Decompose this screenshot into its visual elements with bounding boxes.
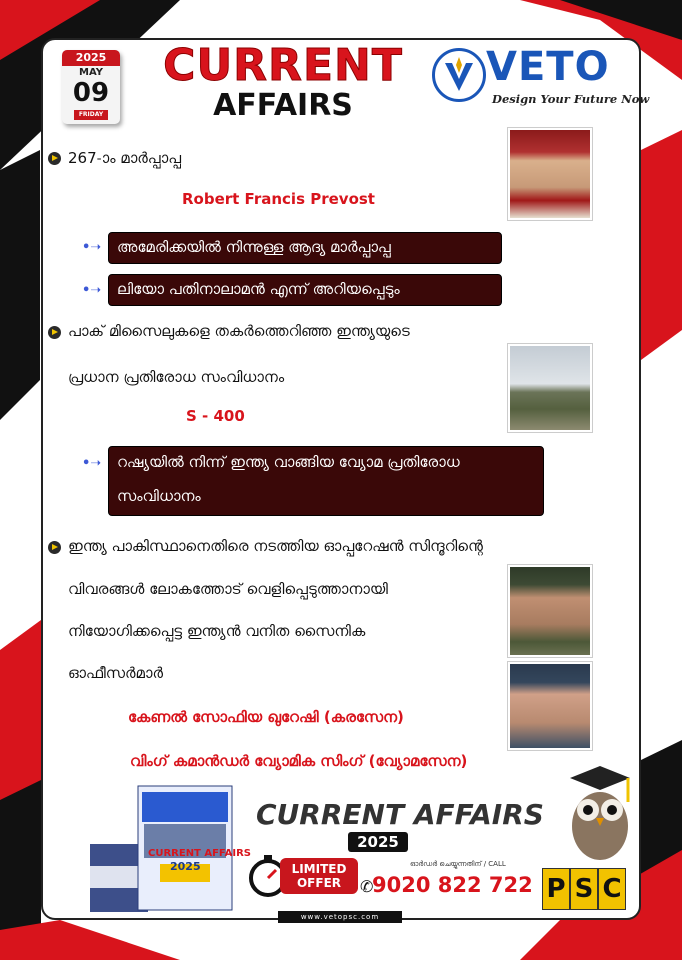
page-subtitle: AFFAIRS: [213, 88, 353, 123]
psc-letter: P: [542, 868, 570, 910]
question-3-line3: നിയോഗിക്കപ്പെട്ട ഇന്ത്യൻ വനിത സൈനിക: [68, 622, 366, 640]
veto-logo-icon: [432, 48, 486, 102]
book-year: 2025: [170, 860, 201, 873]
bullet-icon: [48, 326, 61, 339]
pope-photo: [508, 128, 592, 220]
psc-letter: C: [598, 868, 626, 910]
calendar-icon: [62, 50, 120, 124]
arrow-icon: •➝: [82, 283, 102, 298]
answer-3-officer-2: വിംഗ് കമാൻഡർ വ്യോമിക സിംഗ് (വ്യോമസേന): [130, 752, 468, 770]
brand-name: VETO: [486, 44, 610, 90]
fact-text: അമേരിക്കയിൽ നിന്നുള്ള ആദ്യ മാർപ്പാപ്പ: [117, 238, 391, 256]
calendar-day: 09: [72, 78, 110, 108]
question-3-line4: ഓഫീസർമാർ: [68, 664, 163, 682]
owl-graduate-icon: [562, 760, 636, 864]
question-3-line2: വിവരങ്ങൾ ലോകത്തോട് വെളിപ്പെടുത്താനായി: [68, 580, 388, 598]
book-title: CURRENT AFFAIRS: [148, 848, 251, 859]
question-2-line1: പാക് മിസൈലുകളെ തകർത്തെറിഞ്ഞ ഇന്ത്യയുടെ: [68, 322, 410, 340]
limited-offer-badge: [280, 858, 358, 894]
fact-text-line2: സംവിധാനം: [117, 487, 201, 505]
fact-box: [108, 232, 502, 264]
brand-tagline: Design Your Future Now: [492, 92, 650, 106]
footer-title: CURRENT AFFAIRS: [256, 798, 544, 831]
arrow-icon: •➝: [82, 456, 102, 471]
calendar-weekday: FRIDAY: [74, 110, 108, 120]
phone-number[interactable]: 9020 822 722: [372, 873, 533, 897]
bullet-icon: [48, 152, 61, 165]
calendar-year: 2025: [62, 50, 120, 66]
offer-line2: OFFER: [296, 876, 342, 890]
website-link[interactable]: www.vetopsc.com: [278, 911, 402, 923]
answer-2: S - 400: [186, 407, 245, 425]
calendar-month: MAY: [79, 67, 103, 78]
question-3-line1: ഇന്ത്യ പാകിസ്ഥാനെതിരെ നടത്തിയ ഓപ്പറേഷൻ സിന്ദൂറിന്റെ: [68, 537, 483, 555]
offer-line1: LIMITED: [291, 862, 347, 876]
answer-1: Robert Francis Prevost: [182, 190, 375, 208]
question-2-line2: പ്രധാന പ്രതിരോധ സംവിധാനം: [68, 368, 285, 386]
footer-year: 2025: [348, 832, 408, 852]
fact-box: [108, 274, 502, 306]
missile-system-photo: [508, 344, 592, 432]
psc-letter: S: [570, 868, 598, 910]
call-label: ഓർഡർ ചെയ്യുന്നതിന് / CALL: [410, 860, 506, 868]
phone-icon: ✆: [360, 877, 374, 896]
fact-box: [108, 446, 544, 516]
arrow-icon: •➝: [82, 240, 102, 255]
fact-text-line1: റഷ്യയിൽ നിന്ന് ഇന്ത്യ വാങ്ങിയ വ്യോമ പ്രതിരോധ: [117, 453, 460, 471]
bullet-icon: [48, 541, 61, 554]
officer-photo: [508, 565, 592, 657]
answer-3-officer-1: കേണൽ സോഫിയ ഖുറേഷി (കരസേന): [128, 708, 404, 726]
fact-text: ലിയോ പതിനാലാമൻ എന്ന് അറിയപ്പെടും: [117, 280, 400, 298]
question-1: 267-ാം മാർപ്പാപ്പ: [68, 149, 182, 167]
page-title: CURRENT: [163, 40, 403, 91]
officer-photo: [508, 662, 592, 750]
